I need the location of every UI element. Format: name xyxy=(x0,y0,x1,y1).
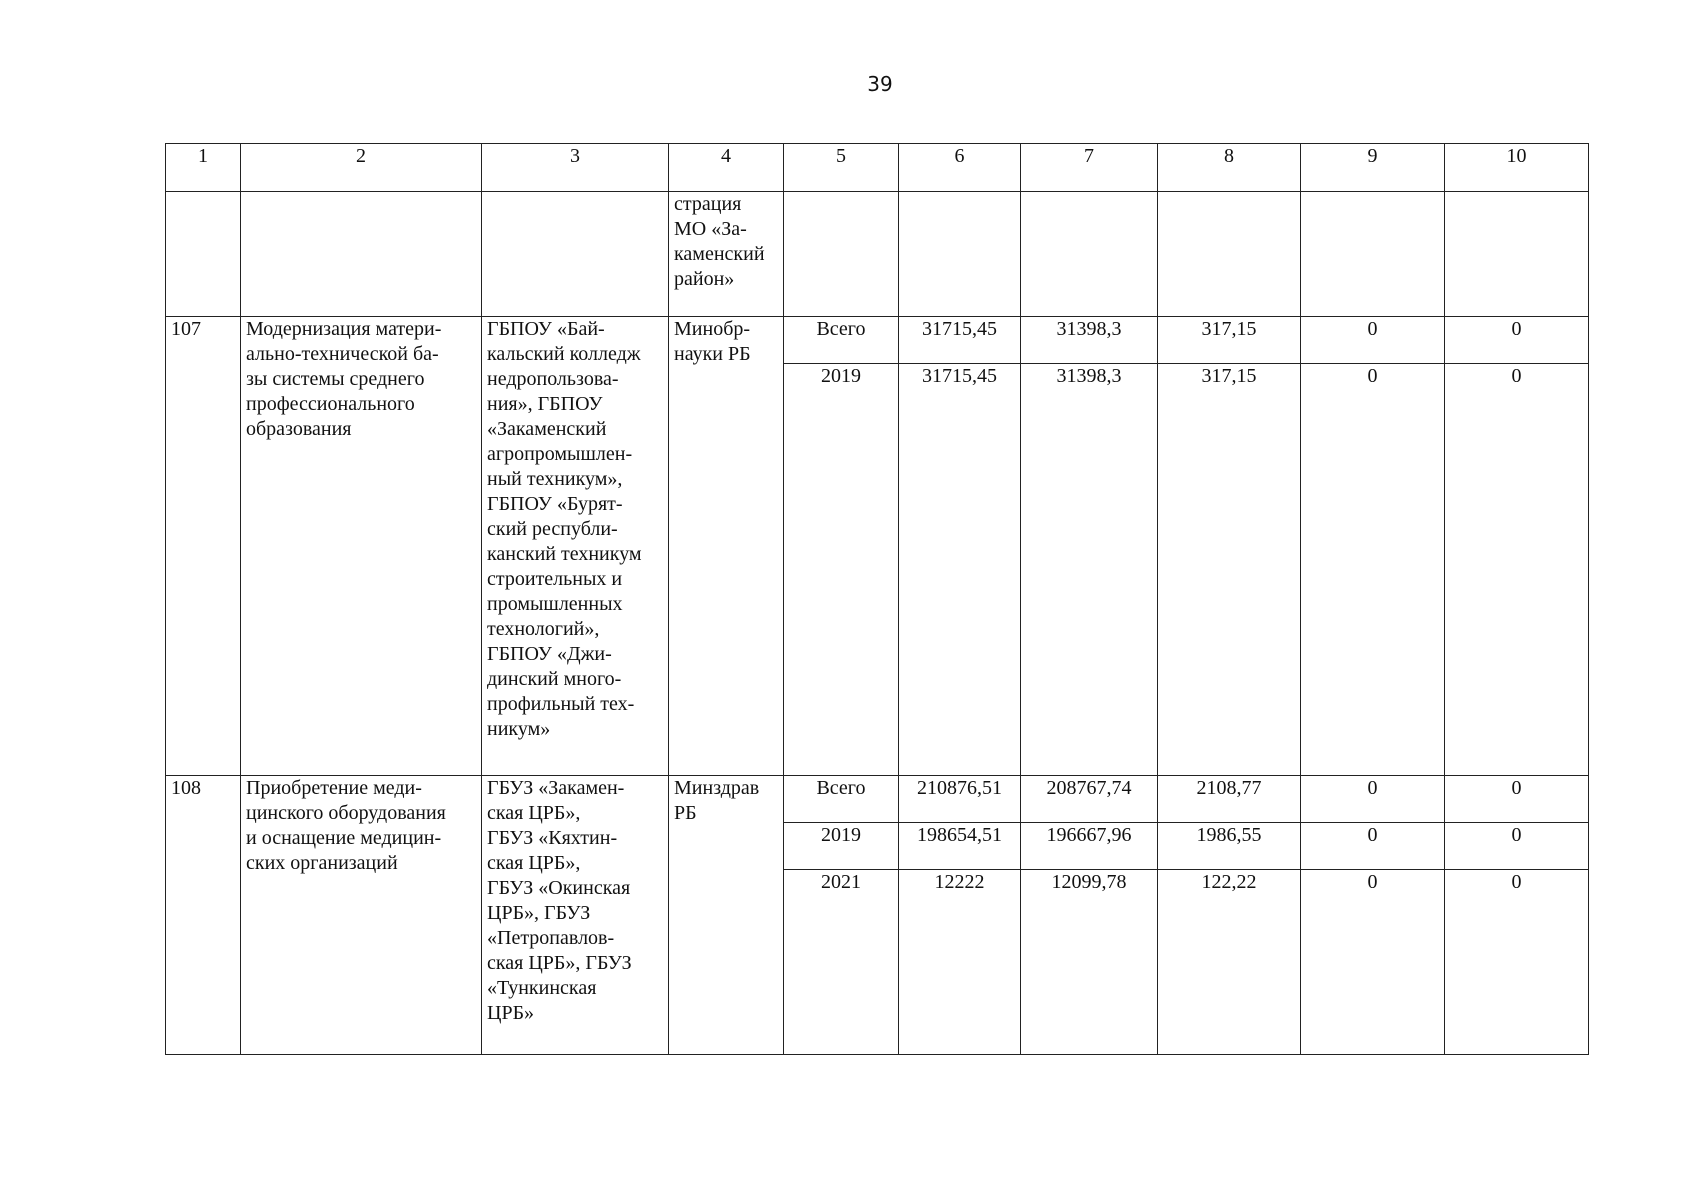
value-col10: 0 xyxy=(1445,870,1589,1055)
text-line: «Закаменский xyxy=(487,418,607,440)
header-cell-5: 5 xyxy=(784,144,899,192)
page-number: 39 xyxy=(867,72,893,96)
header-row xyxy=(166,144,1589,192)
text-line: ская ЦРБ», xyxy=(487,802,581,824)
header-cell-7: 7 xyxy=(1021,144,1158,192)
row-number: 108 xyxy=(166,776,241,1055)
cell-empty xyxy=(166,192,241,317)
header-cell-8: 8 xyxy=(1158,144,1301,192)
header-cell-2: 2 xyxy=(241,144,482,192)
text-line: «Тункинская xyxy=(487,977,597,999)
text-line: технологий», xyxy=(487,618,600,640)
text-line: ЦРБ», ГБУЗ xyxy=(487,902,591,924)
text-line: канский техникум xyxy=(487,543,642,565)
text-line: профессионального xyxy=(246,393,415,415)
text-line: ально-технической ба- xyxy=(246,343,439,365)
text-line: МО «За- xyxy=(674,218,747,240)
value-col9: 0 xyxy=(1301,823,1445,870)
continuation-responsible xyxy=(669,192,784,317)
responsible xyxy=(669,776,784,1055)
year-label: 2019 xyxy=(784,823,899,870)
text-line: Минобр- xyxy=(674,318,751,340)
executors xyxy=(482,776,669,1055)
header-cell-4: 4 xyxy=(669,144,784,192)
text-line: агропромышлен- xyxy=(487,443,633,465)
value-col9: 0 xyxy=(1301,870,1445,1055)
text-line: кальский колледж xyxy=(487,343,641,365)
measure-name xyxy=(241,317,482,776)
value-col7: 31398,3 xyxy=(1021,317,1158,364)
value-col6: 210876,51 xyxy=(899,776,1021,823)
text-line: ГБУЗ «Кяхтин- xyxy=(487,827,618,849)
table-row-107 xyxy=(166,317,1589,364)
value-col8: 2108,77 xyxy=(1158,776,1301,823)
text-line: ская ЦРБ», ГБУЗ xyxy=(487,952,632,974)
header-cell-3: 3 xyxy=(482,144,669,192)
text-line: промышленных xyxy=(487,593,623,615)
text-line: ЦРБ» xyxy=(487,1002,535,1024)
table-row-108 xyxy=(166,776,1589,823)
cell-empty xyxy=(482,192,669,317)
text-line: ская ЦРБ», xyxy=(487,852,581,874)
value-col7: 196667,96 xyxy=(1021,823,1158,870)
text-line: науки РБ xyxy=(674,343,751,365)
value-col9: 0 xyxy=(1301,776,1445,823)
text-line: зы системы среднего xyxy=(246,368,425,390)
value-col7: 31398,3 xyxy=(1021,364,1158,776)
text-line: Минздрав xyxy=(674,777,760,799)
value-col10: 0 xyxy=(1445,823,1589,870)
budget-table xyxy=(165,143,1589,1055)
text-line: профильный тех- xyxy=(487,693,635,715)
text-line: каменский xyxy=(674,243,765,265)
value-col10: 0 xyxy=(1445,776,1589,823)
responsible xyxy=(669,317,784,776)
value-col6: 198654,51 xyxy=(899,823,1021,870)
text-line: район» xyxy=(674,268,735,290)
cell-empty xyxy=(1158,192,1301,317)
value-col6: 31715,45 xyxy=(899,317,1021,364)
text-line: ный техникум», xyxy=(487,468,623,490)
cell-empty xyxy=(241,192,482,317)
year-label: Всего xyxy=(784,317,899,364)
year-label: 2019 xyxy=(784,364,899,776)
header-cell-9: 9 xyxy=(1301,144,1445,192)
cell-empty xyxy=(899,192,1021,317)
text-line: Приобретение меди- xyxy=(246,777,422,799)
cell-empty xyxy=(1445,192,1589,317)
value-col9: 0 xyxy=(1301,317,1445,364)
text-line: ских организаций xyxy=(246,852,398,874)
text-line: ГБПОУ «Бай- xyxy=(487,318,605,340)
row-number: 107 xyxy=(166,317,241,776)
text-line: никум» xyxy=(487,718,551,740)
value-col7: 12099,78 xyxy=(1021,870,1158,1055)
text-line: ГБПОУ «Джи- xyxy=(487,643,612,665)
cell-empty xyxy=(1021,192,1158,317)
text-line: «Петропавлов- xyxy=(487,927,615,949)
value-col7: 208767,74 xyxy=(1021,776,1158,823)
text-line: ния», ГБПОУ xyxy=(487,393,603,415)
cell-empty xyxy=(1301,192,1445,317)
header-cell-1: 1 xyxy=(166,144,241,192)
executors xyxy=(482,317,669,776)
continuation-row xyxy=(166,192,1589,317)
cell-empty xyxy=(784,192,899,317)
text-line: РБ xyxy=(674,802,697,824)
value-col10: 0 xyxy=(1445,364,1589,776)
header-cell-10: 10 xyxy=(1445,144,1589,192)
text-line: ский республи- xyxy=(487,518,618,540)
text-line: и оснащение медицин- xyxy=(246,827,442,849)
text-line: ГБПОУ «Бурят- xyxy=(487,493,623,515)
value-col8: 1986,55 xyxy=(1158,823,1301,870)
text-line: страция xyxy=(674,193,742,215)
text-line: цинского оборудования xyxy=(246,802,446,824)
value-col10: 0 xyxy=(1445,317,1589,364)
value-col8: 317,15 xyxy=(1158,317,1301,364)
value-col9: 0 xyxy=(1301,364,1445,776)
text-line: образования xyxy=(246,418,352,440)
text-line: ГБУЗ «Окинская xyxy=(487,877,631,899)
value-col6: 12222 xyxy=(899,870,1021,1055)
text-line: недропользова- xyxy=(487,368,619,390)
value-col6: 31715,45 xyxy=(899,364,1021,776)
value-col8: 317,15 xyxy=(1158,364,1301,776)
text-line: динский много- xyxy=(487,668,622,690)
text-line: ГБУЗ «Закамен- xyxy=(487,777,625,799)
year-label: 2021 xyxy=(784,870,899,1055)
text-line: Модернизация матери- xyxy=(246,318,442,340)
text-line: строительных и xyxy=(487,568,623,590)
header-cell-6: 6 xyxy=(899,144,1021,192)
year-label: Всего xyxy=(784,776,899,823)
measure-name xyxy=(241,776,482,1055)
value-col8: 122,22 xyxy=(1158,870,1301,1055)
